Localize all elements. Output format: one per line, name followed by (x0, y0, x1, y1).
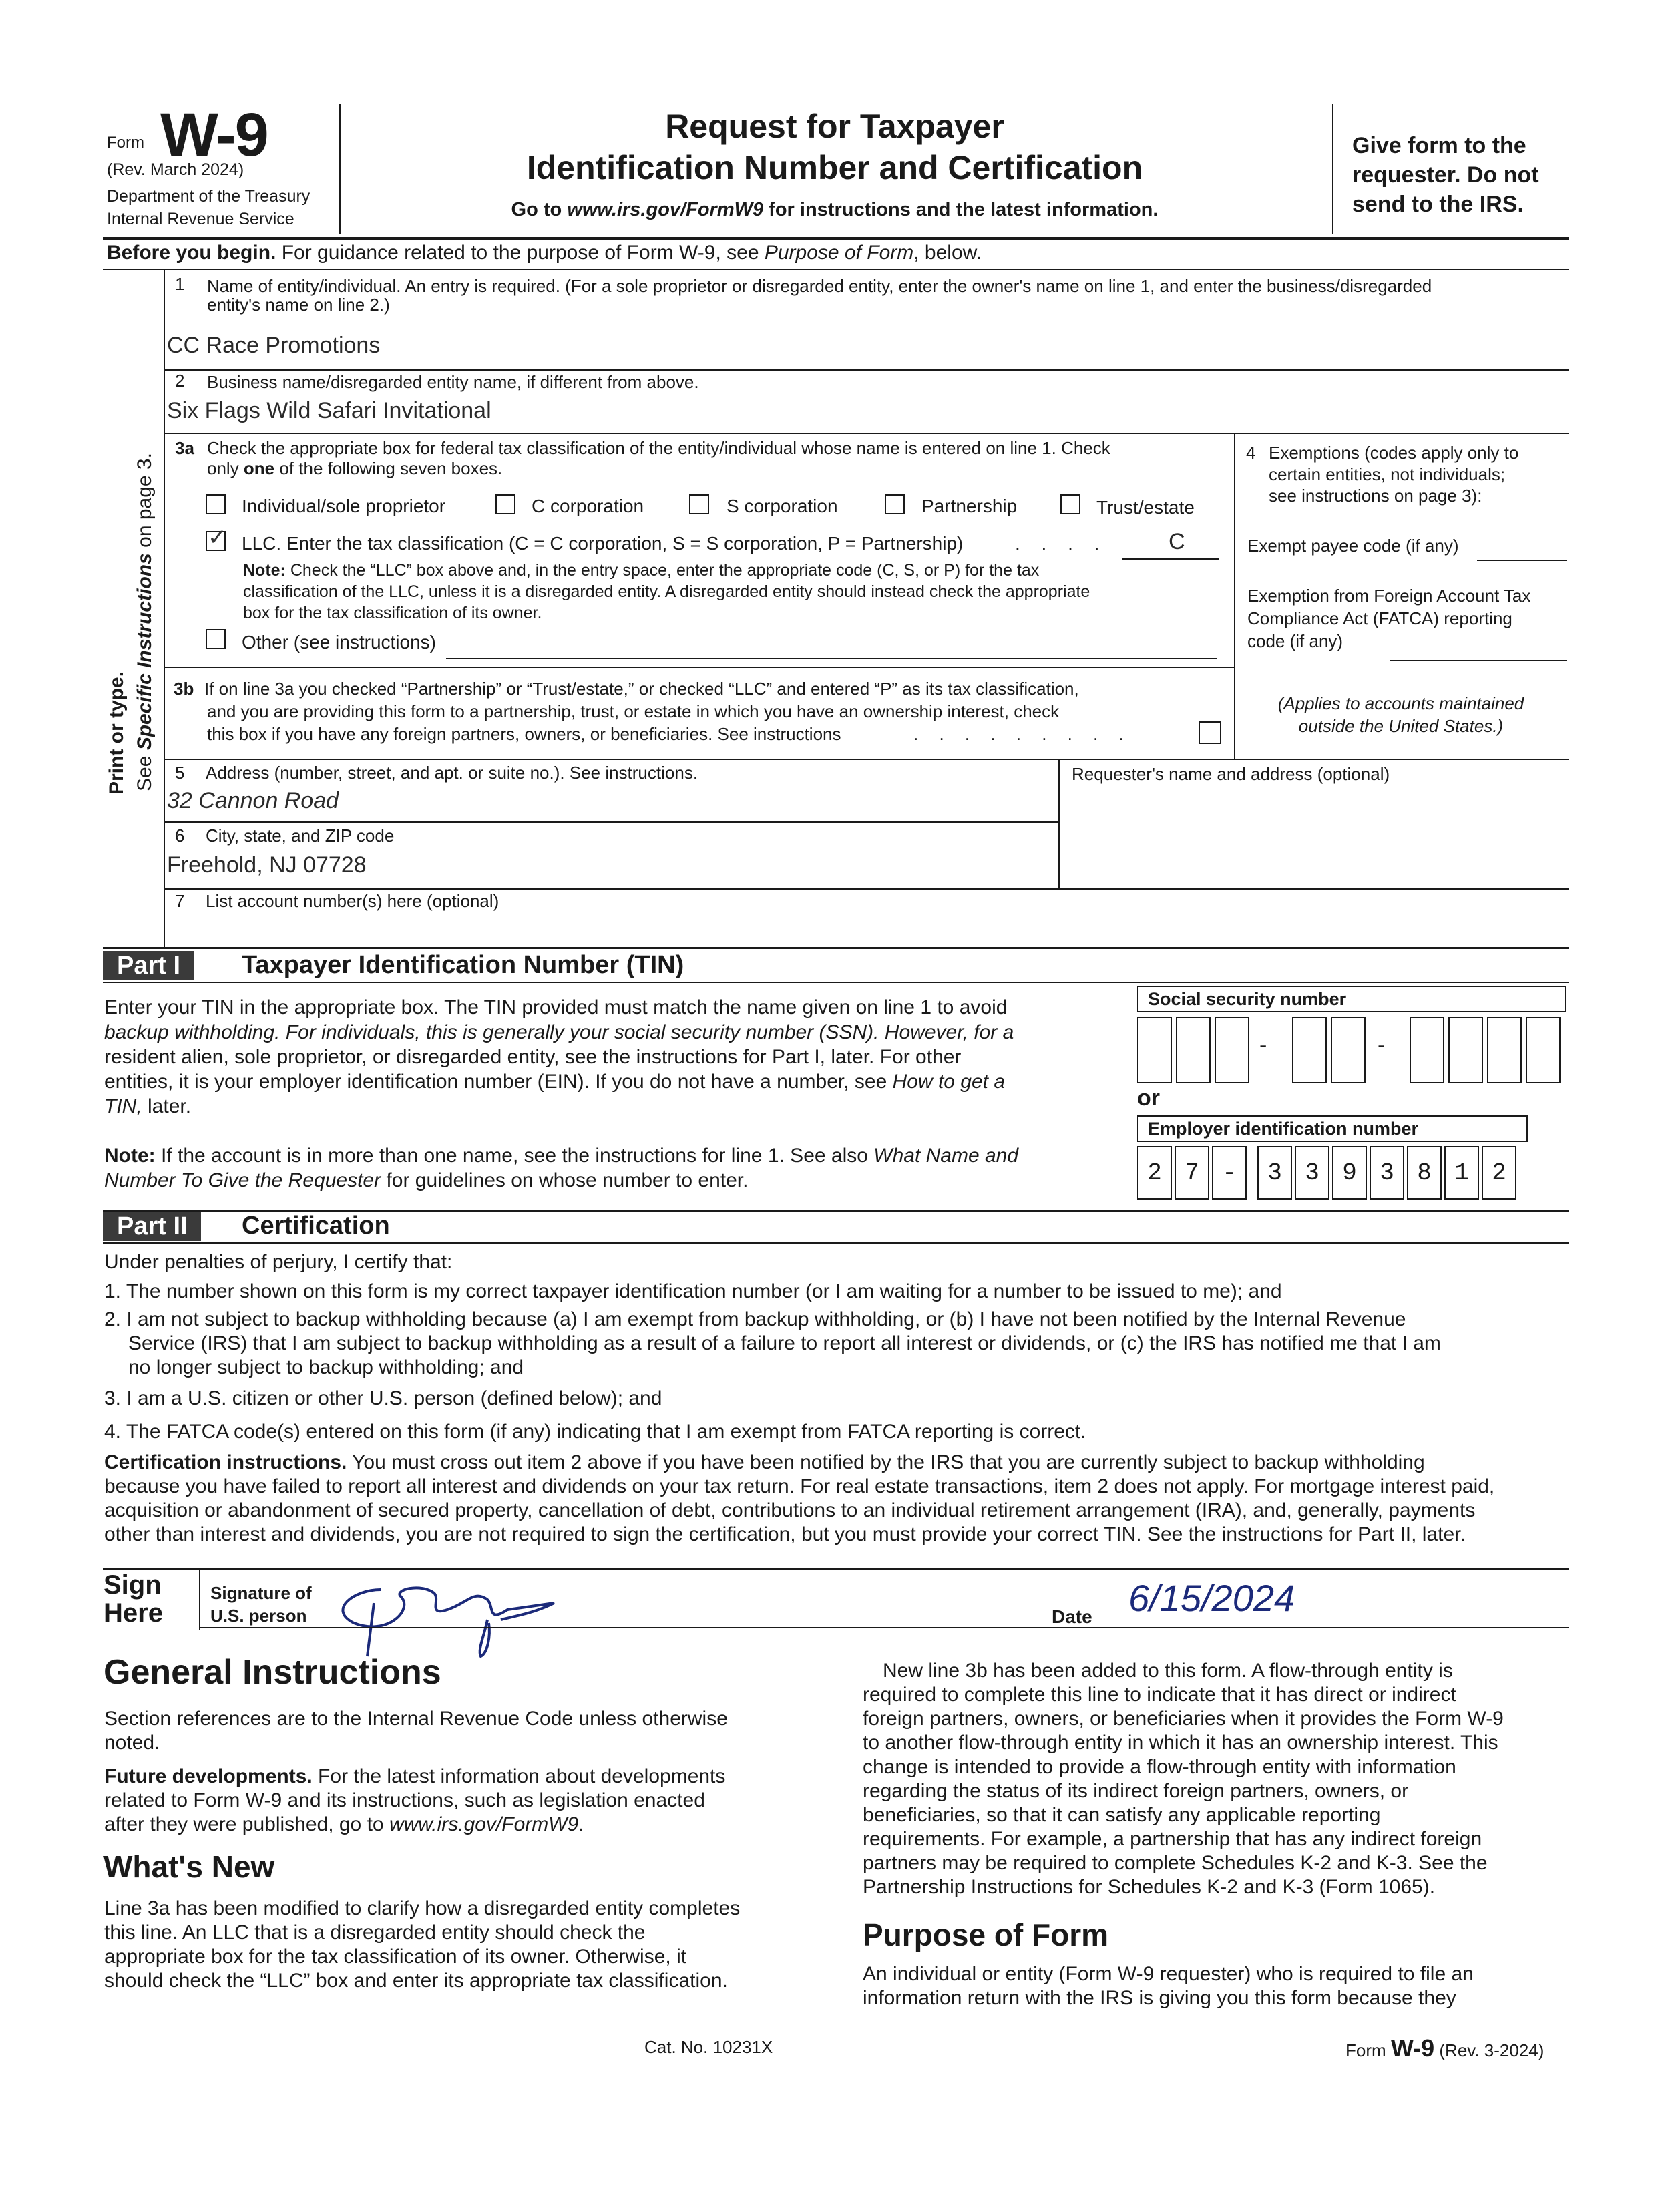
ssn-dash-2: - (1378, 1033, 1386, 1058)
line7-label: List account number(s) here (optional) (206, 891, 499, 911)
exemptions-label-cont: certain entities, not individuals; (1269, 464, 1506, 484)
line3b-number: 3b (174, 679, 194, 699)
checkbox-trust-estate[interactable] (1060, 494, 1080, 514)
ein-digit[interactable]: 2 (1137, 1146, 1172, 1200)
sidebar-specific-instructions: See Specific Instructions on page 3. (134, 453, 156, 791)
llc-note-cont: classification of the LLC, unless it is a disregarded entity. A disregarded entity should instead check the appropriate (243, 582, 1090, 601)
part2-title: Certification (242, 1212, 390, 1240)
line3b-text-cont: and you are providing this form to a partnership, trust, or estate in which you have an ownership interest, check (207, 701, 1060, 721)
certification-text: Under penalties of perjury, I certify that: 1. The number shown on this form is my correct taxpayer identification number (or I am waiting for a number to be issued to me); and 2. I am not subject to backup withholding because (a) I am exempt from backup withholding, or (b) I have not been notified by the Internal Revenue Service (IRS) that I am subject to backup withholding as a result of a failure to report all interest or dividends, or (c) the IRS has notified me that I am no longer subject to backup withholding; and 3. I am a U.S. citizen or other U.S. person (defined below); and 4. The FATCA code(s) entered on this form (if any) indicating that I am exempt from FATCA reporting is correct. Certification instructions. You must cross out item 2 above if you have been notified by the IRS that you are currently subject to backup withholding because you have failed to report all interest and dividends on your tax return. For real estate transactions, item 2 does not apply. For mortgage interest paid, acquisition or abandonment of secured property, cancellation of debt, contributions to an individual retirement arrangement (IRA), and, generally, payments other than interest and dividends, you are not required to sign the certification, but you must provide your correct TIN. See the instructions for Part II, later. (104, 1251, 1495, 1545)
part1-tag: Part I (104, 951, 194, 980)
fatca-label-cont: Compliance Act (FATCA) reporting (1247, 608, 1512, 628)
ein-digit[interactable]: 3 (1370, 1146, 1404, 1200)
future-developments: Future developments. For the latest information about developments related to Form W-9 and its instructions, such as legislation enacted after they were published, go to www.irs.gov/FormW9. (104, 1765, 726, 1835)
sidebar-print-or-type: Print or type. (106, 671, 128, 795)
ein-digit[interactable]: 3 (1295, 1146, 1329, 1200)
exemptions-label: Exemptions (codes apply only to (1269, 443, 1519, 463)
exempt-payee-label: Exempt payee code (if any) (1247, 536, 1459, 556)
ssn-label-box: Social security number (1137, 986, 1566, 1012)
ein-label-box: Employer identification number (1137, 1115, 1528, 1142)
instructions-link: Go to www.irs.gov/FormW9 for instructions and the latest information. (511, 199, 1159, 220)
llc-note-cont2: box for the tax classification of its owner. (243, 604, 542, 622)
llc-checkmark: ✓ (208, 525, 227, 550)
line1-label: Name of entity/individual. An entry is required. (For a sole proprietor or disregarded entity, enter the owner's name on line 1, and enter the business/disregarded (207, 276, 1432, 296)
or-label: or (1137, 1085, 1160, 1111)
checkbox-partnership[interactable] (885, 494, 905, 514)
ssn-digit-8[interactable] (1487, 1017, 1522, 1083)
signature-label: Signature of U.S. person (210, 1583, 312, 1626)
label-c-corporation: C corporation (532, 496, 644, 516)
label-other: Other (see instructions) (242, 632, 436, 653)
applies-note: (Applies to accounts maintained (1277, 693, 1524, 713)
llc-classification-field[interactable]: C (1169, 529, 1185, 554)
line3b-new-text: New line 3b has been added to this form. A flow-through entity is required to complete this line to indicate that it has direct or indirect foreign partners, owners, or beneficiaries when it provides the Form W-9 to another flow-through entity in which it has an ownership interest. This change is intended to provide a flow-through entity with information regarding the status of its indirect foreign partners, owners, or beneficiaries, so that it can satisfy any applicable reporting requirements. For example, a partnership that has any indirect foreign partners may be required to complete Schedules K-2 and K-3. See the Partnership Instructions for Schedules K-2 and K-3 (Form 1065). (863, 1660, 1504, 1898)
line2-number: 2 (175, 371, 185, 391)
requester-label: Requester's name and address (optional) (1072, 764, 1390, 784)
ssn-field[interactable] (1137, 1017, 1566, 1086)
line5-number: 5 (175, 763, 185, 783)
line2-label: Business name/disregarded entity name, if different from above. (207, 372, 699, 392)
line5-label: Address (number, street, and apt. or suite no.). See instructions. (206, 763, 698, 783)
line3a-number: 3a (175, 438, 194, 458)
llc-note: Note: Check the “LLC” box above and, in the entry space, enter the appropriate code (C, S, or P) for the tax (243, 561, 1040, 580)
section-references: Section references are to the Internal Revenue Code unless otherwise noted. (104, 1708, 728, 1754)
label-s-corporation: S corporation (727, 496, 838, 516)
fatca-label-cont2: code (if any) (1247, 631, 1343, 651)
whats-new-heading: What's New (104, 1849, 275, 1884)
give-form-note: Give form to the requester. Do not send to the IRS. (1352, 133, 1539, 217)
fatca-label: Exemption from Foreign Account Tax (1247, 586, 1531, 606)
part2-tag: Part II (104, 1212, 201, 1241)
ein-digit[interactable]: 7 (1175, 1146, 1209, 1200)
line7-number: 7 (175, 891, 185, 911)
ein-digit[interactable]: 1 (1444, 1146, 1479, 1200)
line3b-text: If on line 3a you checked “Partnership” or “Trust/estate,” or checked “LLC” and entered “P” as its tax classification, (204, 679, 1079, 699)
line1-number: 1 (175, 274, 185, 294)
label-trust-estate: Trust/estate (1096, 497, 1195, 518)
line3b-text-cont2: this box if you have any foreign partners, owners, or beneficiaries. See instructions (207, 724, 841, 744)
sign-here: Sign Here (104, 1570, 163, 1628)
line3a-label-cont: only one of the following seven boxes. (207, 458, 503, 478)
checkbox-llc[interactable] (206, 525, 227, 551)
line1-name-field[interactable]: CC Race Promotions (167, 333, 381, 358)
fatca-code-field[interactable] (1390, 660, 1567, 661)
ssn-digit-3[interactable] (1215, 1017, 1249, 1083)
line6-label: City, state, and ZIP code (206, 825, 395, 846)
label-partnership: Partnership (921, 496, 1018, 516)
ein-dash: - (1212, 1146, 1247, 1200)
exempt-payee-field[interactable] (1477, 560, 1567, 561)
form-revision: (Rev. March 2024) (107, 160, 244, 179)
part1-title: Taxpayer Identification Number (TIN) (242, 951, 684, 979)
catalog-number: Cat. No. 10231X (644, 2037, 773, 2057)
line4-number: 4 (1246, 443, 1256, 463)
ein-digit[interactable]: 2 (1482, 1146, 1516, 1200)
checkbox-s-corporation[interactable] (689, 494, 709, 514)
line1-label-cont: entity's name on line 2.) (207, 295, 390, 315)
applies-note-cont: outside the United States.) (1298, 716, 1504, 736)
ein-digit[interactable]: 8 (1407, 1146, 1442, 1200)
signature-field[interactable] (314, 1563, 594, 1663)
title-line2: Identification Number and Certification (526, 149, 1143, 186)
before-you-begin: Before you begin. For guidance related to the purpose of Form W-9, see Purpose of Form, below. (107, 242, 982, 264)
part1-paragraph: Enter your TIN in the appropriate box. The TIN provided must match the name given on line 1 to avoid backup withholding. For individuals, this is generally your social security number (SSN). However, for a resident alien, sole proprietor, or disregarded entity, see the instructions for Part I, later. For other entities, it is your employer identification number (EIN). If you do not have a number, see How to get a TIN, later. (104, 996, 1014, 1117)
checkbox-c-corporation[interactable] (495, 494, 515, 514)
ssn-digit-2[interactable] (1176, 1017, 1211, 1083)
irs-url-link[interactable]: www.irs.gov/FormW9 (567, 199, 764, 220)
label-individual: Individual/sole proprietor (242, 496, 446, 516)
part1-note: Note: If the account is in more than one name, see the instructions for line 1. See also What Name and Number To Give the Requester for guidelines on whose number to enter. (104, 1145, 1019, 1191)
purpose-of-form-text: An individual or entity (Form W-9 requester) who is required to file an information return with the IRS is giving you this form because they (863, 1963, 1474, 2009)
ssn-digit-5[interactable] (1331, 1017, 1366, 1083)
checkbox-individual[interactable] (206, 494, 226, 514)
ssn-dash-1: - (1259, 1033, 1267, 1058)
date-label: Date (1052, 1606, 1092, 1627)
ein-digit[interactable]: 3 (1257, 1146, 1292, 1200)
exemptions-label-cont2: see instructions on page 3): (1269, 486, 1482, 506)
checkbox-foreign-partners[interactable] (1199, 721, 1221, 744)
ssn-digit-1[interactable] (1137, 1017, 1172, 1083)
date-field[interactable]: 6/15/2024 (1128, 1577, 1295, 1619)
general-instructions-heading: General Instructions (104, 1653, 441, 1692)
department: Department of the Treasury (107, 187, 310, 206)
irs-url-link[interactable]: www.irs.gov/FormW9 (389, 1813, 579, 1835)
ssn-digit-9[interactable] (1526, 1017, 1561, 1083)
footer-form-id: Form W-9 (Rev. 3-2024) (1346, 2034, 1544, 2062)
checkbox-other[interactable] (206, 629, 226, 649)
form-word: Form (107, 134, 144, 152)
ssn-digit-4[interactable] (1292, 1017, 1327, 1083)
line3a-label: Check the appropriate box for federal tax classification of the entity/individual whose name is entered on line 1. Check (207, 438, 1110, 458)
line3b-dots: . . . . . . . . . (913, 724, 1132, 744)
label-llc: LLC. Enter the tax classification (C = C corporation, S = S corporation, P = Partnership) (242, 533, 964, 554)
agency: Internal Revenue Service (107, 210, 294, 228)
line5-address-field[interactable]: 32 Cannon Road (167, 788, 339, 813)
ssn-digit-6[interactable] (1410, 1017, 1444, 1083)
title-line1: Request for Taxpayer (665, 108, 1004, 145)
purpose-of-form-heading: Purpose of Form (863, 1917, 1109, 1952)
line6-number: 6 (175, 825, 185, 846)
form-number: W-9 (160, 101, 268, 169)
line6-city-field[interactable]: Freehold, NJ 07728 (167, 852, 367, 878)
ein-field[interactable] (1137, 1146, 1566, 1213)
whats-new-text: Line 3a has been modified to clarify how a disregarded entity completes this line. An LLC that is a disregarded entity should check the appropriate box for the tax classification of its owner. Otherwise, it should check the “LLC” box and enter its appropriate tax classification. (104, 1897, 741, 1992)
ssn-digit-7[interactable] (1448, 1017, 1483, 1083)
line2-business-name-field[interactable]: Six Flags Wild Safari Invitational (167, 398, 491, 423)
llc-dots: . . . . (1015, 533, 1108, 554)
ein-digit[interactable]: 9 (1332, 1146, 1367, 1200)
